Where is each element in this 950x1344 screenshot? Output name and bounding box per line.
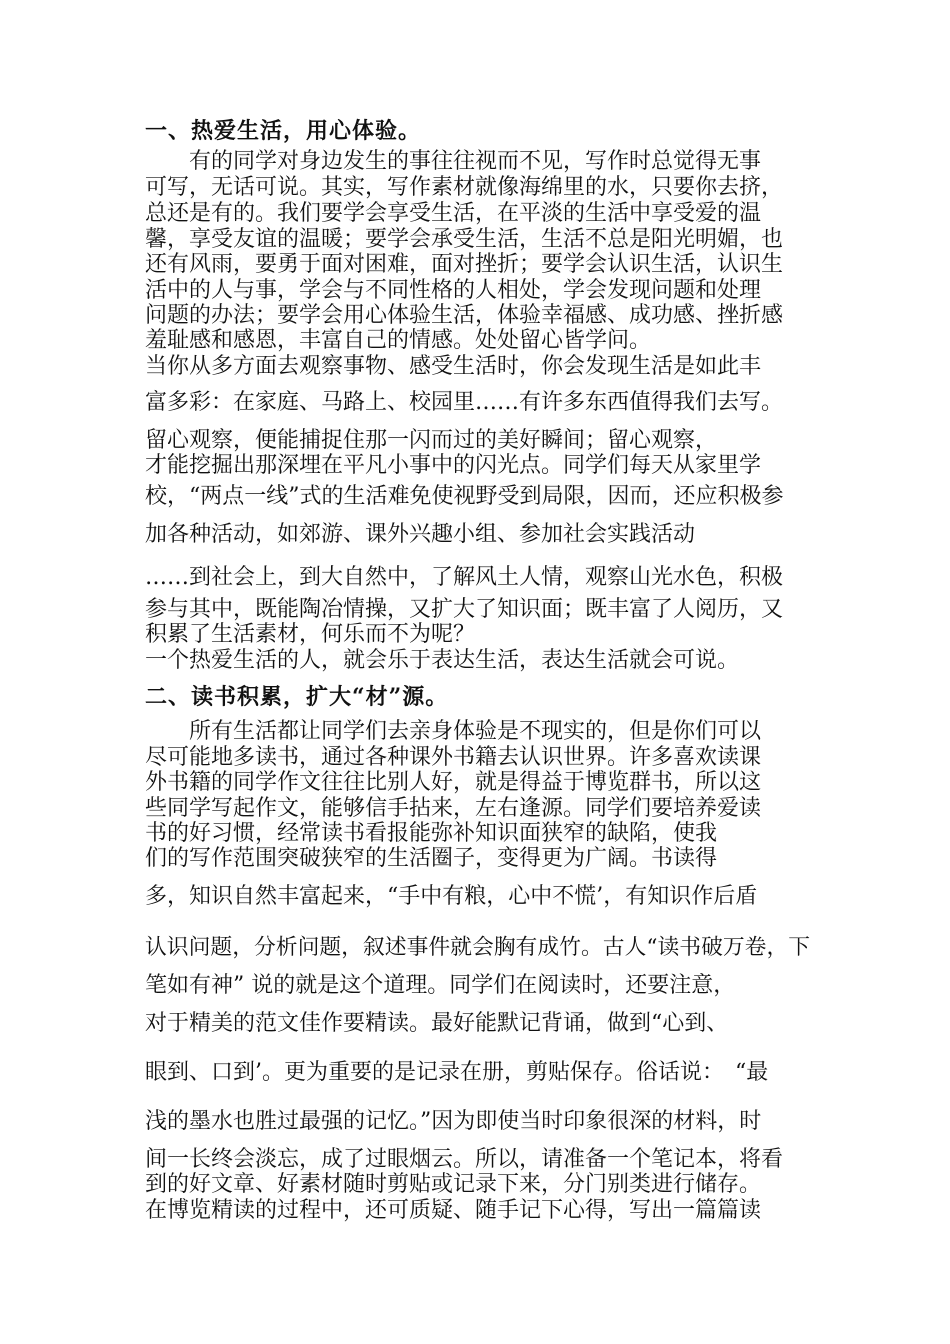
- text-line: 书的好习惯，经常读书看报能弥补知识面狭窄的缺陷，使我: [145, 821, 718, 846]
- text-line: 还有风雨，要勇于面对困难，面对挫折；要学会认识生活，认识生: [145, 252, 784, 277]
- text-line: 问题的办法；要学会用心体验生活，体验幸福感、成功感、挫折感: [145, 303, 784, 328]
- text-line: 们的写作范围突破狭窄的生活圈子，变得更为广阔。书读得: [145, 846, 718, 871]
- text-line: 富多彩：在家庭、马路上、校园里……有许多东西值得我们去写。: [145, 390, 784, 415]
- text-line: 外书籍的同学作文往往比别人好，就是得益于博览群书，所以这: [145, 770, 762, 795]
- text-line: 加各种活动，如郊游、课外兴趣小组、参加社会实践活动: [145, 522, 696, 547]
- text-line: 才能挖掘出那深埋在平凡小事中的闪光点。同学们每天从家里学: [145, 453, 762, 478]
- text-line: 当你从多方面去观察事物、感受生活时，你会发现生活是如此丰: [145, 354, 762, 379]
- text-line: 留心观察，便能捕捉住那一闪而过的美好瞬间；留心观察，: [145, 428, 718, 453]
- text-line: 眼到、口到’。更为重要的是记录在册，剪贴保存。俗话说： “最: [145, 1060, 769, 1085]
- text-line: 馨，享受友谊的温暖；要学会承受生活，生活不总是阳光明媚，也: [145, 227, 784, 252]
- text-line: 校，“两点一线”式的生活难免使视野受到局限，因而，还应积极参: [145, 484, 784, 509]
- text-line: 羞耻感和感恩，丰富自己的情感。处处留心皆学问。: [145, 328, 652, 353]
- section-2-heading: 二、读书积累，扩大“材”源。: [145, 684, 449, 710]
- text-line: 笔如有神” 说的就是这个道理。同学们在阅读时，还要注意，: [145, 973, 736, 998]
- text-line: 有的同学对身边发生的事往往视而不见，写作时总觉得无事: [145, 149, 762, 174]
- text-line: 到的好文章、好素材随时剪贴或记录下来，分门别类进行储存。: [145, 1172, 762, 1197]
- text-line: 可写，无话可说。其实，写作素材就像海绵里的水，只要你去挤，: [145, 175, 784, 200]
- text-line: 在博览精读的过程中，还可质疑、随手记下心得，写出一篇篇读: [145, 1198, 762, 1223]
- text-line: 积累了生活素材，何乐而不为呢？: [145, 622, 476, 647]
- text-line: 认识问题，分析问题，叙述事件就会胸有成竹。古人“读书破万卷，下: [145, 935, 811, 960]
- text-line: 参与其中，既能陶冶情操，又扩大了知识面；既丰富了人阅历，又: [145, 597, 784, 622]
- text-line: 些同学写起作文，能够信手拈来，左右逢源。同学们要培养爱读: [145, 796, 762, 821]
- text-line: 多，知识自然丰富起来，“手中有粮，心中不慌’，有知识作后盾: [145, 884, 758, 909]
- text-line: 对于精美的范文佳作要精读。最好能默记背诵，做到“心到、: [145, 1011, 729, 1036]
- text-line: ……到社会上，到大自然中，了解风土人情，观察山光水色，积极: [145, 565, 784, 590]
- text-line: 总还是有的。我们要学会享受生活，在平淡的生活中享受爱的温: [145, 201, 762, 226]
- text-line: 间一长终会淡忘，成了过眼烟云。所以，请准备一个笔记本，将看: [145, 1147, 784, 1172]
- section-1-heading: 一、热爱生活，用心体验。: [145, 118, 422, 144]
- text-line: 浅的墨水也胜过最强的记忆。”因为即使当时印象很深的材料，时: [145, 1109, 762, 1134]
- text-line: 所有生活都让同学们去亲身体验是不现实的，但是你们可以: [145, 719, 762, 744]
- text-line: 活中的人与事，学会与不同性格的人相处，学会发现问题和处理: [145, 278, 762, 303]
- text-line: 尽可能地多读书，通过各种课外书籍去认识世界。许多喜欢读课: [145, 745, 762, 770]
- text-line: 一个热爱生活的人，就会乐于表达生活，表达生活就会可说。: [145, 648, 740, 673]
